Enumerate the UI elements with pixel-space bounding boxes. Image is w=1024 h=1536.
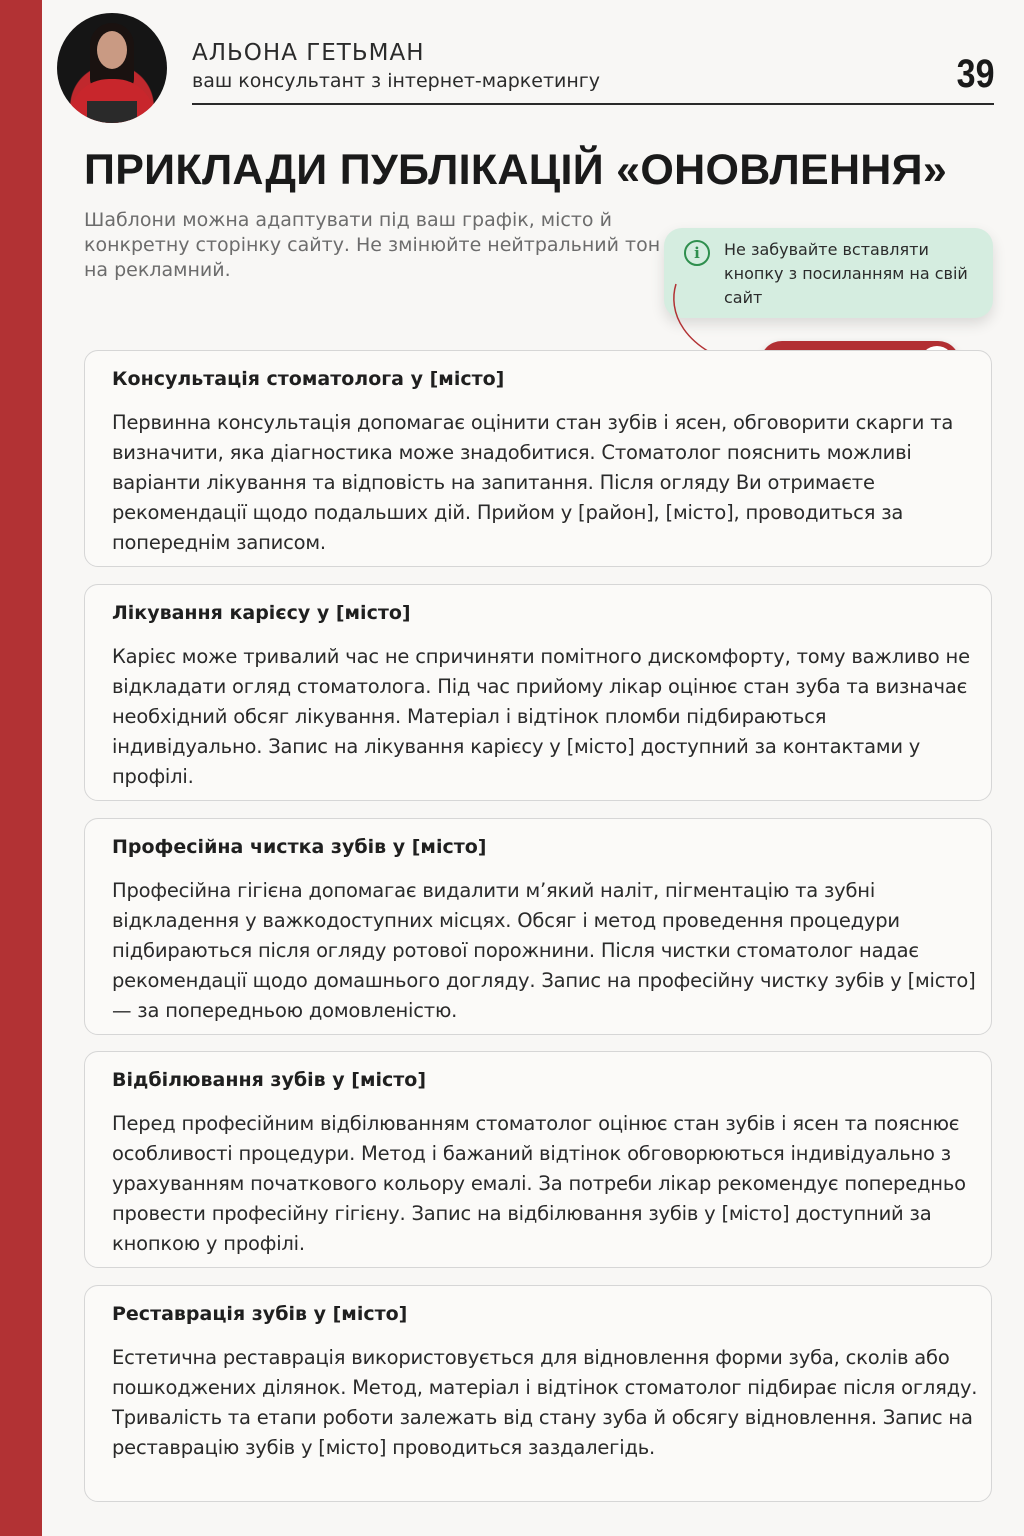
post-card-body: Професійна гігієна допомагає видалити м’який наліт, пігментацію та зубні відкладення у важкодоступних місцях. Обсяг і метод проведення процедури підбираються після огляду ротової порожнини. Після чистки стоматолог надає рекомендації щодо домашнього догляду. Запис на професійну чистку зубів у [місто] — за попередньою домовленістю. [112, 879, 976, 1022]
post-card [84, 1285, 992, 1502]
post-card-body: Естетична реставрація використовується для відновлення форми зуба, сколів або пошкоджених ділянок. Метод, матеріал і відтінок стоматолог підбирає після огляду. Тривалість та етапи роботи залежать від стану зуба й обсягу відновлення. Запис на реставрацію зубів у [місто] проводиться заздалегідь. [112, 1346, 978, 1459]
author-name: АЛЬОНА ГЕТЬМАН [192, 40, 425, 66]
post-card [84, 818, 992, 1035]
page-number: 39 [956, 52, 994, 96]
avatar-face [97, 31, 127, 69]
post-card-body: Карієс може тривалий час не спричиняти помітного дискомфорту, тому важливо не відкладати огляд стоматолога. Під час прийому лікар оцінює стан зуба та визначає необхідний обсяг лікування. Матеріал і відтінок пломби підбираються індивідуально. Запис на лікування карієсу у [місто] доступний за контактами у профілі. [112, 645, 970, 788]
post-card-title: Лікування карієсу у [місто] [112, 602, 411, 624]
author-role: ваш консультант з інтернет-маркетингу [192, 70, 601, 92]
post-card-title: Реставрація зубів у [місто] [112, 1303, 408, 1325]
side-accent-bar [0, 0, 42, 1536]
post-card-body: Перед професійним відбілюванням стоматолог оцінює стан зубів і ясен та пояснює особливості процедури. Метод і бажаний відтінок обговорюються індивідуально з урахуванням початкового кольору емалі. За потреби лікар рекомендує попередньо провести професійну гігієну. Запис на відбілювання зубів у [місто] доступний за кнопкою у профілі. [112, 1112, 966, 1255]
post-card-title: Професійна чистка зубів у [місто] [112, 836, 487, 858]
page-title: ПРИКЛАДИ ПУБЛІКАЦІЙ «ОНОВЛЕННЯ» [84, 146, 948, 194]
post-card-body: Первинна консультація допомагає оцінити стан зубів і ясен, обговорити скарги та визначити, яка діагностика може знадобитися. Стоматолог пояснить можливі варіанти лікування та відповість на запитання. Після огляду Ви отримаєте рекомендації щодо подальших дій. Прийом у [район], [місто], проводиться за попереднім записом. [112, 411, 954, 554]
page-subtitle: Шаблони можна адаптувати під ваш графік, місто й конкретну сторінку сайту. Не змінюйте нейтральний тон на рекламний. [84, 209, 661, 281]
author-avatar [57, 13, 167, 123]
post-card-title: Відбілювання зубів у [місто] [112, 1069, 427, 1091]
post-card-title: Консультація стоматолога у [місто] [112, 368, 505, 390]
post-card [84, 1051, 992, 1268]
avatar-laptop [87, 101, 137, 123]
tip-text: Не забувайте вставляти кнопку з посиланням на свій сайт [724, 240, 968, 307]
header-divider [192, 103, 994, 105]
post-card [84, 584, 992, 801]
post-card [84, 350, 992, 567]
info-icon: i [684, 240, 710, 266]
